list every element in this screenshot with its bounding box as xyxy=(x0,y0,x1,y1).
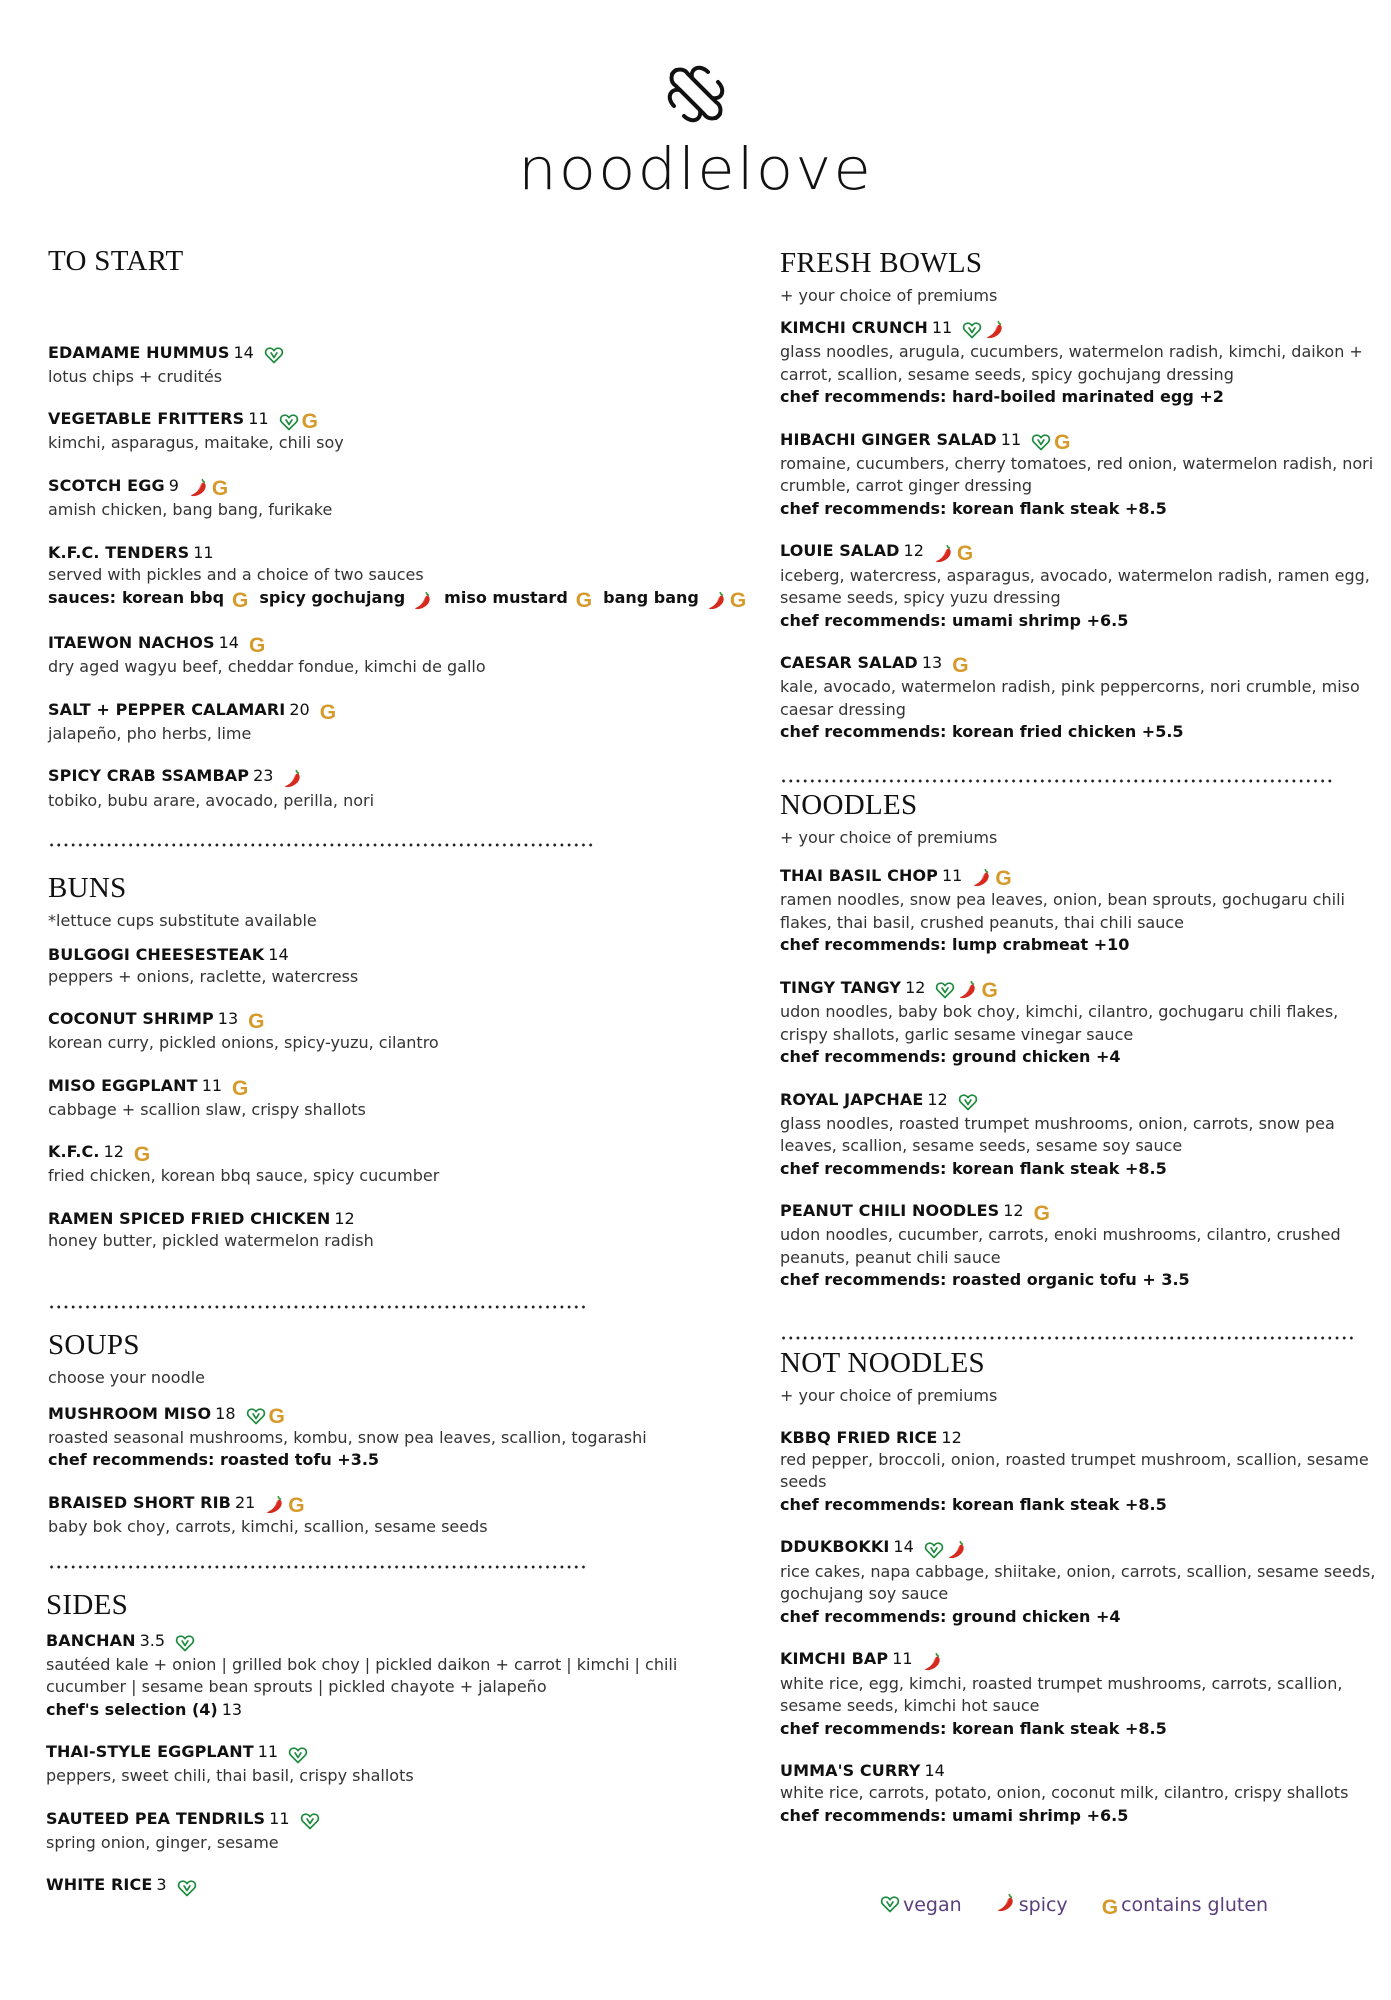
item-description: ramen noodles, snow pea leaves, onion, bean sprouts, gochugaru chili flakes, thai basil, crushed peanuts, thai chili sauce xyxy=(780,890,1345,932)
item-header xyxy=(780,1427,1380,1449)
dietary-icons xyxy=(958,1091,981,1113)
item-price: 20 xyxy=(289,699,310,719)
menu-item xyxy=(48,475,708,522)
item-name: ROYAL JAPCHAE xyxy=(780,1089,924,1109)
item-price: 12 xyxy=(903,541,924,561)
sauce-option: spicy gochujang xyxy=(259,588,406,608)
menu-item xyxy=(48,699,708,746)
gluten-g-icon: G xyxy=(956,542,974,566)
item-description: peppers + onions, raclette, watercress xyxy=(48,966,359,986)
vegan-heart-icon xyxy=(880,1894,900,1914)
item-description: rice cakes, napa cabbage, shiitake, onion, carrots, scallion, sesame seeds, gochujang soy sauce xyxy=(780,1561,1376,1604)
item-price: 13 xyxy=(921,653,943,673)
menu-item xyxy=(780,1760,1380,1827)
dietary-icons xyxy=(177,1876,200,1898)
item-description: peppers, sweet chili, thai basil, crispy shallots xyxy=(46,1766,414,1786)
menu-item-list xyxy=(46,1630,706,1899)
item-price: 13 xyxy=(217,1009,239,1029)
item-price: 18 xyxy=(215,1403,236,1423)
item-name: HIBACHI GINGER SALAD xyxy=(780,429,997,449)
sauce-option: miso mustard xyxy=(444,588,568,608)
chef-recommendation: chef recommends: ground chicken +4 xyxy=(780,1606,1121,1626)
item-description: glass noodles, roasted trumpet mushrooms, onion, carrots, snow pea leaves, scallion, sesame seeds, sesame soy sauce xyxy=(780,1113,1335,1156)
dietary-icons xyxy=(413,588,436,612)
item-price: 23 xyxy=(253,766,274,786)
item-description: glass noodles, arugula, cucumbers, watermelon radish, kimchi, daikon + carrot, scallion, sesame seeds, spicy gochujang dressing xyxy=(780,342,1363,384)
chef-recommendation: chef recommends: korean fried chicken +5.5 xyxy=(780,722,1184,742)
gluten-g-icon: G xyxy=(248,1010,265,1034)
section-title: NOODLES xyxy=(780,789,918,821)
sauce-option: korean bbq xyxy=(121,588,225,608)
dietary-icons xyxy=(249,634,268,656)
chili-pepper-icon xyxy=(985,319,1005,341)
dotted-divider xyxy=(48,1305,585,1309)
chef-recommendation: chef recommends: korean flank steak +8.5 xyxy=(780,1158,1167,1178)
item-name: ITAEWON NACHOS xyxy=(48,633,215,653)
chili-pepper-icon xyxy=(707,590,727,612)
item-price: 12 xyxy=(103,1142,124,1162)
section-not-noodles xyxy=(780,1348,1380,1827)
section-title: SIDES xyxy=(46,1589,129,1621)
item-header xyxy=(48,1403,708,1427)
menu-item xyxy=(48,1492,708,1539)
item-name: MISO EGGPLANT xyxy=(48,1075,198,1095)
menu-item xyxy=(48,1403,708,1472)
dietary-icons xyxy=(232,1077,251,1099)
item-name: SALT + PEPPER CALAMARI xyxy=(48,699,286,719)
item-description: jalapeño, pho herbs, lime xyxy=(48,723,252,743)
gluten-g-icon: G xyxy=(288,1493,305,1517)
gluten-g-icon: G xyxy=(301,410,318,434)
item-header xyxy=(46,1630,706,1654)
menu-item xyxy=(48,542,747,613)
dietary-icons xyxy=(707,588,749,612)
chef-recommendation: chef recommends: roasted organic tofu + 3.5 xyxy=(780,1270,1190,1290)
gluten-g-icon: G xyxy=(575,589,593,613)
item-description: kimchi, asparagus, maitake, chili soy xyxy=(48,433,344,453)
dietary-icons xyxy=(300,1810,323,1832)
menu-item-list xyxy=(780,865,1380,1292)
legend-spicy xyxy=(996,1892,1068,1916)
knot-heart-icon xyxy=(664,62,728,126)
vegan-heart-icon xyxy=(958,1092,978,1112)
menu-item xyxy=(780,865,1380,957)
item-description: dry aged wagyu beef, cheddar fondue, kimchi de gallo xyxy=(48,657,486,677)
menu-item xyxy=(46,1874,706,1898)
item-header xyxy=(48,944,708,966)
dotted-divider xyxy=(780,779,1333,783)
menu-item xyxy=(46,1630,706,1722)
menu-item xyxy=(48,944,708,989)
item-price: 11 xyxy=(931,317,953,337)
menu-item xyxy=(48,632,708,679)
item-name: KIMCHI BAP xyxy=(780,1649,889,1669)
dotted-divider xyxy=(780,1336,1355,1340)
dietary-icons xyxy=(952,654,971,676)
chef-selection-label: chef's selection (4) xyxy=(46,1699,218,1719)
dietary-icons xyxy=(134,1143,153,1165)
menu-item xyxy=(780,1427,1380,1517)
legend-vegan xyxy=(880,1894,962,1916)
item-price: 14 xyxy=(218,633,239,653)
chef-recommendation: chef recommends: korean flank steak +8.5 xyxy=(780,1494,1167,1514)
item-price: 11 xyxy=(1000,429,1022,449)
section-title: NOT NOODLES xyxy=(780,1347,985,1379)
item-price: 11 xyxy=(193,542,214,562)
item-name: EDAMAME HUMMUS xyxy=(48,342,230,362)
menu-item xyxy=(48,765,708,812)
item-name: BANCHAN xyxy=(46,1630,136,1650)
vegan-heart-icon xyxy=(264,345,284,365)
item-header xyxy=(780,317,1380,342)
menu-item xyxy=(780,1648,1380,1740)
item-header xyxy=(48,1075,708,1099)
dotted-divider xyxy=(48,843,593,847)
vegan-heart-icon xyxy=(924,1540,944,1560)
section-subtitle: + your choice of premiums xyxy=(780,285,998,305)
vegan-heart-icon xyxy=(1031,432,1051,452)
item-price: 12 xyxy=(905,977,926,997)
menu-item xyxy=(780,1089,1380,1181)
section-buns xyxy=(48,873,708,1252)
menu-item xyxy=(48,408,708,455)
brand-wordmark: noodlelove xyxy=(518,135,873,203)
item-price: 12 xyxy=(927,1089,948,1109)
legend-label: vegan xyxy=(903,1894,962,1916)
gluten-g-icon: G xyxy=(232,1076,249,1100)
dotted-divider xyxy=(48,1565,585,1569)
item-price: 3.5 xyxy=(139,1630,166,1650)
item-price: 11 xyxy=(201,1075,223,1095)
item-price: 14 xyxy=(233,342,254,362)
item-description: korean curry, pickled onions, spicy-yuzu, cilantro xyxy=(48,1033,439,1053)
menu-item xyxy=(48,1008,708,1055)
dietary-icons xyxy=(923,1650,946,1673)
vegan-heart-icon xyxy=(288,1745,308,1765)
item-description: spring onion, ginger, sesame xyxy=(46,1832,279,1852)
item-description: tobiko, bubu arare, avocado, perilla, nori xyxy=(48,790,375,810)
item-price: 11 xyxy=(269,1808,290,1828)
item-description: udon noodles, cucumber, carrots, enoki mushrooms, cilantro, crushed peanuts, peanut chili sauce xyxy=(780,1225,1341,1267)
item-description: udon noodles, baby bok choy, kimchi, cilantro, gochugaru chili flakes, crispy shallots, garlic sesame vinegar sauce xyxy=(780,1002,1339,1044)
item-header xyxy=(780,1089,1380,1113)
gluten-g-icon: G xyxy=(248,634,266,658)
item-price: 14 xyxy=(268,944,289,964)
vegan-heart-icon xyxy=(177,1878,197,1898)
chef-recommendation: chef recommends: korean flank steak +8.5 xyxy=(780,498,1167,518)
item-name: SCOTCH EGG xyxy=(48,475,165,495)
item-name: THAI-STYLE EGGPLANT xyxy=(46,1742,254,1762)
menu-item xyxy=(780,652,1380,744)
item-description: cabbage + scallion slaw, crispy shallots xyxy=(48,1099,366,1119)
item-name: K.F.C. xyxy=(48,1142,100,1162)
item-name: WHITE RICE xyxy=(46,1875,153,1895)
item-name: MUSHROOM MISO xyxy=(48,1403,212,1423)
item-header xyxy=(48,342,708,366)
item-header xyxy=(48,1208,708,1230)
item-header xyxy=(46,1874,706,1898)
item-name: PEANUT CHILI NOODLES xyxy=(780,1201,1000,1221)
item-name: KIMCHI CRUNCH xyxy=(780,317,928,337)
item-name: UMMA'S CURRY xyxy=(780,1761,921,1781)
item-header xyxy=(780,1536,1380,1561)
item-name: SPICY CRAB SSAMBAP xyxy=(48,766,250,786)
gluten-g-icon: G xyxy=(1054,430,1071,454)
dietary-icons xyxy=(279,410,321,432)
item-header xyxy=(780,540,1380,565)
menu-item-list xyxy=(48,944,708,1253)
sauce-options xyxy=(48,586,747,613)
chef-recommendation: chef recommends: umami shrimp +6.5 xyxy=(780,1805,1129,1825)
dietary-icons xyxy=(1034,1202,1053,1224)
chef-recommendation: chef recommends: korean flank steak +8.5 xyxy=(780,1718,1167,1738)
chef-recommendation: chef recommends: lump crabmeat +10 xyxy=(780,935,1130,955)
item-price: 9 xyxy=(168,475,179,495)
menu-item xyxy=(46,1741,706,1788)
dietary-icons xyxy=(962,319,1008,342)
vegan-heart-icon xyxy=(962,320,982,340)
menu-item-list xyxy=(48,1403,708,1539)
menu-item xyxy=(780,1536,1380,1628)
menu-item xyxy=(780,317,1380,409)
section-to-start xyxy=(48,245,747,812)
dietary-icons xyxy=(232,588,251,612)
vegan-heart-icon xyxy=(246,1406,266,1426)
menu-item xyxy=(46,1808,706,1855)
dietary-icons xyxy=(264,344,287,366)
menu-item xyxy=(780,977,1380,1069)
item-header xyxy=(780,652,1380,676)
item-header xyxy=(48,632,708,656)
dietary-icons xyxy=(189,477,231,500)
gluten-g-icon: G xyxy=(1033,1202,1050,1226)
dietary-icons xyxy=(320,701,339,723)
vegan-heart-icon xyxy=(300,1811,320,1831)
item-price: 11 xyxy=(248,409,269,429)
item-name: DDUKBOKKI xyxy=(780,1537,890,1557)
item-header xyxy=(780,429,1380,453)
menu-item xyxy=(780,540,1380,632)
dietary-icons xyxy=(248,1010,267,1032)
gluten-g-icon: G xyxy=(232,589,249,613)
item-header xyxy=(46,1741,706,1765)
dietary-icons xyxy=(576,588,595,612)
dietary-icons xyxy=(924,1538,970,1561)
chef-selection-price: 13 xyxy=(221,1699,243,1719)
chili-pepper-icon xyxy=(283,768,303,790)
chef-selection xyxy=(46,1699,706,1722)
item-description: amish chicken, bang bang, furikake xyxy=(48,500,333,520)
item-header xyxy=(780,865,1380,890)
chef-recommendation: chef recommends: hard-boiled marinated egg +2 xyxy=(780,387,1224,407)
item-description: white rice, carrots, potato, onion, coconut milk, cilantro, crispy shallots xyxy=(780,1783,1349,1803)
dietary-icons xyxy=(1031,431,1073,453)
dietary-icons xyxy=(175,1632,198,1654)
item-price: 14 xyxy=(924,1761,945,1781)
item-name: LOUIE SALAD xyxy=(780,541,900,561)
dietary-legend xyxy=(880,1892,1296,1918)
item-description: served with pickles and a choice of two sauces xyxy=(48,564,424,584)
section-title: BUNS xyxy=(48,872,127,904)
section-fresh-bowls xyxy=(780,248,1380,744)
item-name: CAESAR SALAD xyxy=(780,653,918,673)
legend-gluten xyxy=(1102,1894,1268,1918)
item-header xyxy=(48,1141,708,1165)
dietary-icons xyxy=(265,1494,307,1517)
item-header xyxy=(48,765,708,790)
item-header xyxy=(780,977,1380,1002)
item-price: 14 xyxy=(893,1537,914,1557)
item-name: KBBQ FRIED RICE xyxy=(780,1427,938,1447)
chili-pepper-icon xyxy=(958,979,978,1001)
gluten-g-icon: G xyxy=(995,866,1012,890)
menu-item xyxy=(48,342,708,389)
item-price: 11 xyxy=(257,1742,279,1762)
gluten-g-icon: G xyxy=(952,654,969,678)
menu-item xyxy=(780,1200,1380,1292)
menu-item xyxy=(780,429,1380,521)
section-subtitle: choose your noodle xyxy=(48,1367,206,1387)
chili-pepper-icon xyxy=(189,477,209,499)
menu-item-list xyxy=(780,317,1380,744)
gluten-g-icon: G xyxy=(981,978,998,1002)
sauces-label: sauces: xyxy=(48,588,116,608)
item-header xyxy=(48,1008,708,1032)
item-name: K.F.C. TENDERS xyxy=(48,542,190,562)
menu-item xyxy=(48,1075,708,1122)
dietary-icons xyxy=(934,542,976,565)
item-price: 11 xyxy=(892,1649,913,1669)
item-name: SAUTEED PEA TENDRILS xyxy=(46,1808,266,1828)
gluten-g-icon: G xyxy=(729,589,747,613)
gluten-g-icon: G xyxy=(319,700,337,724)
chef-recommendation: chef recommends: umami shrimp +6.5 xyxy=(780,610,1129,630)
section-soups xyxy=(48,1330,708,1539)
chili-pepper-icon xyxy=(947,1539,967,1561)
menu-item xyxy=(48,1141,708,1188)
menu-item-list xyxy=(780,1427,1380,1828)
chili-pepper-icon xyxy=(923,1651,943,1673)
brand-logo xyxy=(0,62,1391,203)
item-description: romaine, cucumbers, cherry tomatoes, red onion, watermelon radish, nori crumble, carrot ginger dressing xyxy=(780,453,1374,496)
item-price: 11 xyxy=(942,865,963,885)
chili-pepper-icon xyxy=(413,590,433,612)
item-header xyxy=(48,542,708,564)
legend-label: spicy xyxy=(1018,1894,1068,1916)
item-name: BULGOGI CHEESESTEAK xyxy=(48,944,265,964)
legend-label: contains gluten xyxy=(1121,1894,1269,1916)
item-header xyxy=(48,475,708,500)
item-description: honey butter, pickled watermelon radish xyxy=(48,1230,374,1250)
sauce-option: bang bang xyxy=(603,588,699,608)
section-subtitle: + your choice of premiums xyxy=(780,827,998,847)
item-description: kale, avocado, watermelon radish, pink peppercorns, nori crumble, miso caesar dressing xyxy=(780,677,1360,719)
item-description: sautéed kale + onion | grilled bok choy | pickled daikon + carrot | kimchi | chili cucumber | sesame bean sprouts | pickled chayote + jalapeño xyxy=(46,1654,678,1697)
item-price: 3 xyxy=(156,1875,167,1895)
dietary-icons xyxy=(935,979,1000,1002)
item-price: 21 xyxy=(234,1492,256,1512)
chili-pepper-icon xyxy=(265,1494,285,1516)
item-description: fried chicken, korean bbq sauce, spicy cucumber xyxy=(48,1166,440,1186)
item-price: 12 xyxy=(1003,1201,1024,1221)
item-header xyxy=(780,1200,1380,1224)
item-header xyxy=(48,699,708,723)
chili-pepper-icon xyxy=(972,867,992,889)
vegan-heart-icon xyxy=(935,980,955,1000)
item-name: VEGETABLE FRITTERS xyxy=(48,409,245,429)
vegan-heart-icon xyxy=(279,412,299,432)
item-name: THAI BASIL CHOP xyxy=(780,865,938,885)
section-title: FRESH BOWLS xyxy=(780,247,983,279)
section-subtitle: + your choice of premiums xyxy=(780,1385,998,1405)
item-header xyxy=(48,408,708,432)
gluten-g-icon: G xyxy=(211,476,229,500)
item-name: BRAISED SHORT RIB xyxy=(48,1492,231,1512)
chili-pepper-icon xyxy=(934,543,954,565)
section-title: SOUPS xyxy=(48,1329,140,1361)
section-sides xyxy=(46,1590,706,1898)
item-description: iceberg, watercress, asparagus, avocado, watermelon radish, ramen egg, sesame seeds, spicy yuzu dressing xyxy=(780,565,1370,608)
item-price: 12 xyxy=(334,1208,355,1228)
item-header xyxy=(46,1808,706,1832)
chef-recommendation: chef recommends: ground chicken +4 xyxy=(780,1047,1121,1067)
dietary-icons xyxy=(288,1743,311,1765)
item-description: lotus chips + crudités xyxy=(48,366,223,386)
item-header xyxy=(780,1760,1380,1782)
item-description: roasted seasonal mushrooms, kombu, snow pea leaves, scallion, togarashi xyxy=(48,1427,647,1447)
gluten-g-icon: G xyxy=(268,1404,285,1428)
menu-item xyxy=(48,1208,708,1253)
item-description: baby bok choy, carrots, kimchi, scallion, sesame seeds xyxy=(48,1517,488,1537)
item-price: 12 xyxy=(941,1427,962,1447)
item-header xyxy=(780,1648,1380,1673)
dietary-icons xyxy=(283,767,306,790)
menu-item-list xyxy=(48,342,747,813)
vegan-heart-icon xyxy=(175,1633,195,1653)
item-header xyxy=(48,1492,708,1517)
chili-pepper-icon xyxy=(996,1892,1016,1914)
section-title: TO START xyxy=(48,245,184,277)
gluten-g-icon: G xyxy=(133,1143,151,1167)
dietary-icons xyxy=(246,1405,288,1427)
item-name: COCONUT SHRIMP xyxy=(48,1009,214,1029)
gluten-g-icon: G xyxy=(1101,1896,1119,1919)
item-name: TINGY TANGY xyxy=(780,977,902,997)
section-noodles xyxy=(780,790,1380,1292)
chef-recommendation: chef recommends: roasted tofu +3.5 xyxy=(48,1450,380,1470)
section-subtitle: *lettuce cups substitute available xyxy=(48,910,317,930)
dietary-icons xyxy=(972,867,1014,890)
item-description: white rice, egg, kimchi, roasted trumpet mushrooms, carrots, scallion, sesame seeds, kimchi hot sauce xyxy=(780,1673,1343,1716)
item-description: red pepper, broccoli, onion, roasted trumpet mushroom, scallion, sesame seeds xyxy=(780,1449,1369,1492)
item-name: RAMEN SPICED FRIED CHICKEN xyxy=(48,1208,331,1228)
